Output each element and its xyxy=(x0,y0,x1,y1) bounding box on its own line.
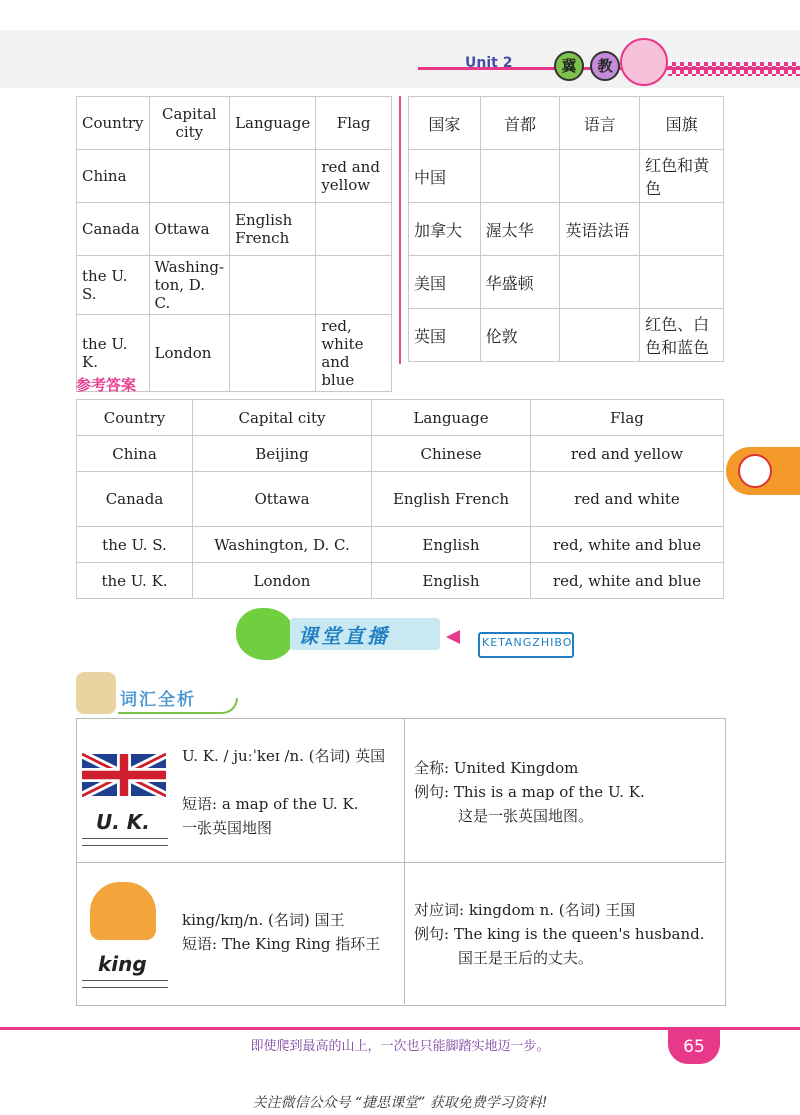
answer-table xyxy=(76,399,724,599)
cell: Ottawa xyxy=(149,203,230,256)
cell: Beijing xyxy=(193,436,372,472)
cell xyxy=(230,256,316,315)
cell: the U. K. xyxy=(77,315,150,392)
cell: red and white xyxy=(531,472,724,527)
badge-ji: 冀 xyxy=(554,51,584,81)
cell: Canada xyxy=(77,472,193,527)
checker-pattern xyxy=(668,62,800,76)
cell: red, white and blue xyxy=(531,563,724,599)
cell: English French xyxy=(230,203,316,256)
uk-phrase-zh: 一张英国地图 xyxy=(182,819,273,837)
cell: 中国 xyxy=(409,150,481,203)
footer-motto: 即使爬到最高的山上，一次也只能脚踏实地迈一步。 xyxy=(250,1039,550,1054)
answer-title: 参考答案 xyxy=(76,376,137,394)
uk-definition: U. K. / juːˈkeɪ /n. (名词) 英国 xyxy=(182,747,386,765)
cell: London xyxy=(193,563,372,599)
country-table-chinese xyxy=(408,96,724,362)
watermark-text: 关注微信公众号 “捷思课堂” 获取免费学习资料! xyxy=(252,1095,548,1111)
page-number: 65 xyxy=(668,1030,720,1064)
king-phrase: 短语: The King Ring 指环王 xyxy=(182,935,381,953)
banner-pinyin: KETANGZHIBO xyxy=(482,636,573,649)
cell: 红色和黄色 xyxy=(640,150,724,203)
writing-lines xyxy=(82,832,168,846)
cell: 英语法语 xyxy=(560,203,640,256)
cell: 华盛顿 xyxy=(480,256,560,309)
uk-phrase: 短语: a map of the U. K. xyxy=(182,795,359,813)
th-language: Language xyxy=(230,97,316,150)
cell: 英国 xyxy=(409,309,481,362)
cell xyxy=(149,150,230,203)
cell xyxy=(640,203,724,256)
king-definition: king/kɪŋ/n. (名词) 国王 xyxy=(182,911,345,929)
cell: China xyxy=(77,150,150,203)
uk-fullname: 全称: United Kingdom xyxy=(414,759,579,777)
banner-title: 课堂直播 xyxy=(298,624,390,648)
badge-jiao: 教 xyxy=(590,51,620,81)
king-example: 例句: The king is the queen's husband. xyxy=(414,925,705,943)
uk-flag-icon xyxy=(82,744,166,806)
green-mascot-icon xyxy=(236,608,294,660)
cell: 渥太华 xyxy=(480,203,560,256)
th-language: Language xyxy=(372,400,531,436)
cell: 美国 xyxy=(409,256,481,309)
cell xyxy=(316,256,392,315)
uk-example: 例句: This is a map of the U. K. xyxy=(414,783,645,801)
robot-icon xyxy=(76,672,116,714)
cat-face-icon xyxy=(738,454,772,488)
vocab-divider xyxy=(404,718,405,1004)
th-country-zh: 国家 xyxy=(409,97,481,150)
cell: China xyxy=(77,436,193,472)
arrow-icon xyxy=(446,630,460,644)
th-flag: Flag xyxy=(531,400,724,436)
th-country: Country xyxy=(77,97,150,150)
th-capital: Capital city xyxy=(149,97,230,150)
unit-label: Unit 2 xyxy=(465,55,513,71)
cell: red, white and blue xyxy=(531,527,724,563)
cell xyxy=(480,150,560,203)
th-capital: Capital city xyxy=(193,400,372,436)
cell: Washing-ton, D. C. xyxy=(149,256,230,315)
vocab-heading: 词汇全析 xyxy=(120,690,196,710)
writing-lines xyxy=(82,974,168,988)
cell: English French xyxy=(372,472,531,527)
cell xyxy=(316,203,392,256)
vocab-row-divider xyxy=(76,862,724,863)
king-example-zh: 国王是王后的丈夫。 xyxy=(458,949,594,967)
cell xyxy=(560,309,640,362)
uk-handwriting: U. K. xyxy=(96,810,150,834)
cell: English xyxy=(372,563,531,599)
cell: Washington, D. C. xyxy=(193,527,372,563)
king-cartoon-icon xyxy=(90,882,156,940)
th-flag: Flag xyxy=(316,97,392,150)
cell: red and yellow xyxy=(531,436,724,472)
th-language-zh: 语言 xyxy=(560,97,640,150)
king-related: 对应词: kingdom n. (名词) 王国 xyxy=(414,901,636,919)
th-capital-zh: 首都 xyxy=(480,97,560,150)
cell: the U. K. xyxy=(77,563,193,599)
cell: 红色、白色和蓝色 xyxy=(640,309,724,362)
cell: Ottawa xyxy=(193,472,372,527)
th-flag-zh: 国旗 xyxy=(640,97,724,150)
cell: 伦敦 xyxy=(480,309,560,362)
cell: red and yellow xyxy=(316,150,392,203)
girl-mascot-icon xyxy=(620,38,668,86)
th-country: Country xyxy=(77,400,193,436)
cell xyxy=(640,256,724,309)
cell: red, white and blue xyxy=(316,315,392,392)
cell xyxy=(230,315,316,392)
cell xyxy=(560,150,640,203)
header-band xyxy=(0,30,800,88)
column-divider xyxy=(399,96,401,364)
cell: Canada xyxy=(77,203,150,256)
king-handwriting: king xyxy=(98,952,147,976)
cell xyxy=(560,256,640,309)
uk-example-zh: 这是一张英国地图。 xyxy=(458,807,594,825)
cell: Chinese xyxy=(372,436,531,472)
cell: English xyxy=(372,527,531,563)
cell: the U. S. xyxy=(77,527,193,563)
cell: London xyxy=(149,315,230,392)
cell xyxy=(230,150,316,203)
cell: 加拿大 xyxy=(409,203,481,256)
cell: the U. S. xyxy=(77,256,150,315)
country-table-english xyxy=(76,96,392,392)
